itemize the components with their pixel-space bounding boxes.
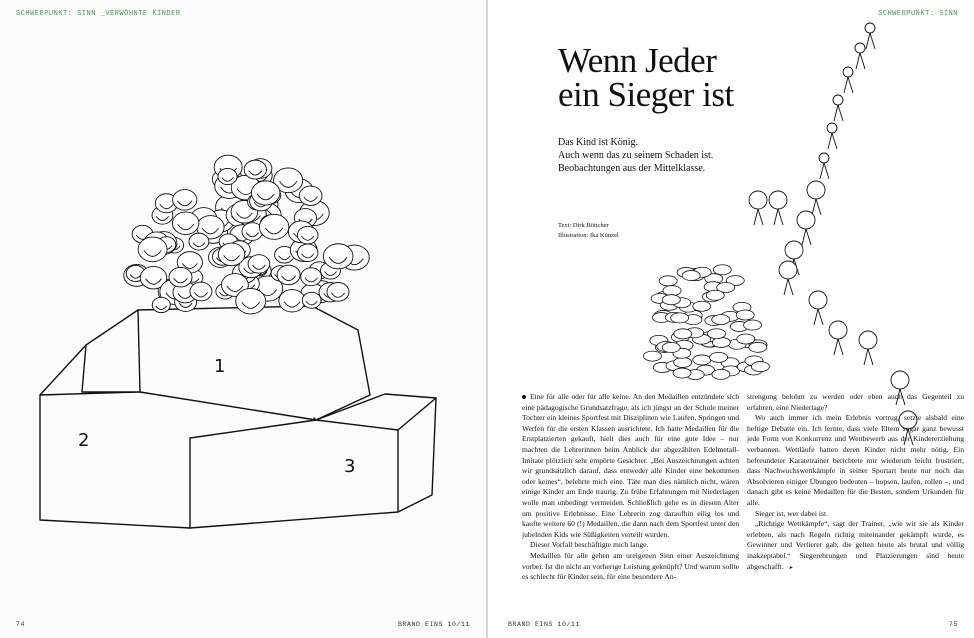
medal-mark [737,334,755,344]
child-head-mark [301,268,322,286]
medal-mark [662,343,680,353]
child-head-mark [277,265,300,285]
column2-paragraph-4: „Richtige Wettkämpfe“, sagt der Trainer, „wie wir sie als Kinder erlebten, als nach Regeln richtig miteinander gekämpft wurde, es Gewinner und Verlierer gab, die gelten heute als brutal und völlig inakzeptabel.“ Siegerehrungen und Platzierungen sind heute abgeschafft. [747,519,964,571]
left-page [0,0,486,638]
footer-left: BRAND EINS 10/11 [397,621,470,628]
child-head-mark [248,255,270,273]
figure-mark [749,191,767,225]
medal-mark [693,355,711,365]
child-head-mark [259,214,288,239]
figure-mark [833,95,843,121]
child-head-mark [190,282,212,301]
figure-mark [855,43,865,69]
bullet-icon [522,395,526,399]
medal-mark [671,313,689,323]
medal-mark [643,351,661,361]
child-head-mark [218,168,237,184]
child-head-mark [297,244,318,261]
figure-mark [779,261,797,295]
folio-left: 74 [16,621,26,628]
podium-label-3: 3 [344,456,356,477]
medal-mark [710,352,728,362]
medal-mark [693,301,711,311]
column1-paragraph-2: Dieser Vorfall beschäftigte mich lange. [530,540,649,550]
headline-line-1: Wenn Jeder [558,41,717,80]
medal-mark [659,276,677,286]
medal-mark [673,368,691,378]
figure-mark [809,291,827,325]
medal-mark [682,271,700,281]
podium-label-1: 1 [214,356,226,377]
child-head-mark [302,292,321,308]
child-head-mark [251,181,279,205]
deck-line-2: Auch wenn das zu seinem Schaden ist. [558,150,714,161]
child-head-mark [172,212,199,235]
medal-mark [712,315,730,325]
child-head-mark [173,190,197,211]
medal-mark [706,290,724,300]
medal-mark [662,295,680,305]
medal-mark [708,329,726,339]
right-page [488,0,974,638]
child-head-mark [189,233,209,250]
text-column-1 [522,392,739,583]
medal-mark [751,362,769,372]
figure-mark [819,153,829,179]
figure-mark [859,331,877,365]
medal-mark [749,342,767,352]
figure-mark [843,67,853,93]
deck-line-1: Das Kind ist König. [558,137,638,148]
child-head-mark [169,267,192,287]
figure-mark [865,23,875,49]
medal-mark [712,369,730,379]
child-head-mark [138,237,167,262]
running-head-right: SCHWERPUNKT: SINN [878,10,958,18]
child-head-mark [297,226,318,243]
running-head-left: SCHWERPUNKT: SINN _VERWÖHNTE KINDER [16,10,181,18]
figure-mark [769,191,787,225]
medal-mark [674,357,692,367]
column2-paragraph-2: Wo auch immer ich mein Erlebnis vortrug, setzte alsbald eine heftige Debatte ein. Ich lernte, dass viele Eltern sogar ganz bewusst jede Form von Konkurrenz und Wettbewerb aus der Kindererziehung verbannen. Wettläufe hatten deren Kinder nicht mehr nötig. Ein befreundeter Karatetrainer berichtete mir wiederum leicht frustriert, dass Nachwuchswettkämpfe in seiner Sportart heute nur noch das Absolvieren einiger Übungen bedeuten – hopsen, laufen, rollen –, und danach gibt es keine Medaillen für die Besten, sondern Urkunden für alle. [747,413,964,507]
folio-right: 75 [948,621,958,628]
medal-mark [736,310,754,320]
footer-right: BRAND EINS 10/11 [508,621,581,628]
deck-line-3: Beobachtungen aus der Mittelklasse. [558,163,706,174]
child-head-mark [236,288,266,313]
column2-paragraph-3: Sieger ist, wer dabei ist. [755,508,828,518]
text-column-2 [747,392,964,573]
child-head-mark [327,283,349,302]
figure-mark [829,321,847,355]
headline-line-2: ein Sieger ist [558,75,734,114]
child-head-mark [244,160,266,179]
podium-illustration [0,0,486,638]
child-head-mark [299,186,322,205]
medal-mark [663,286,681,296]
podium-label-2: 2 [78,430,90,451]
child-head-mark [323,244,353,269]
column1-paragraph-3: Medaillen für alle gehen am ureigenen Sinn einer Auszeichnung vorbei. Ist die nicht an vorherige Leistung geknüpft? Und warum sollte es schlecht für Kinder sein, für eine besondere An- [522,550,739,582]
column1-paragraph-1: Eine für alle oder für alle keine. An den Medaillen entzündete sich eine pädagogische Grundsatzfrage, als ich jüngst an der Schule meiner Tochter ein kleines Sportfest mit Disziplinen wie Laufen, Springen und Werfen für die ersten Klassen ausrichtete. Ich hatte Medaillen für die Erstplatzierten gekauft, hielt dies auch für eine gute Idee – nur machten die Lehrerinnen beim Anblick der abgezählten Edelmetall-Imitate plötzlich sehr empörte Gesichter. „Bei Auszeichnungen achten wir grundsätzlich darauf, dass entweder alle Kinder eine bekommen oder keines“, belehrte mich eine. Täte man dies nämlich nicht, wären einige Kinder am Ende traurig. Zu frühe Erfahrungen mit Niederlagen wolle man unbedingt vermeiden. Schließlich gehe es in diesem Alter um positive Erlebnisse. Eine Lehrerin zog daraufhin eilig los und kaufte weitere 60 (!) Medaillen, die dann nach dem Sportfest unter den jubelnden Kids wie Süßigkeiten verteilt wurden. [522,392,739,539]
child-head-mark [218,243,244,266]
figure-mark [797,211,815,245]
figure-mark [807,181,825,215]
credit-text: Text: Dirk Böttcher [558,222,609,229]
medal-mark [744,320,762,330]
credit-illustration: Illustration: Ika Künzel [558,232,619,239]
child-head-mark [152,297,170,312]
figure-mark [827,123,837,149]
medal-mark [674,329,692,339]
medal-mark [713,265,731,275]
column2-paragraph-1: strengung belohnt zu werden oder eben auch das Gegenteil zu erfahren, eine Niederlage? [747,392,964,412]
child-head-mark [279,290,305,312]
continue-arrow-icon: ▸ [789,564,793,571]
